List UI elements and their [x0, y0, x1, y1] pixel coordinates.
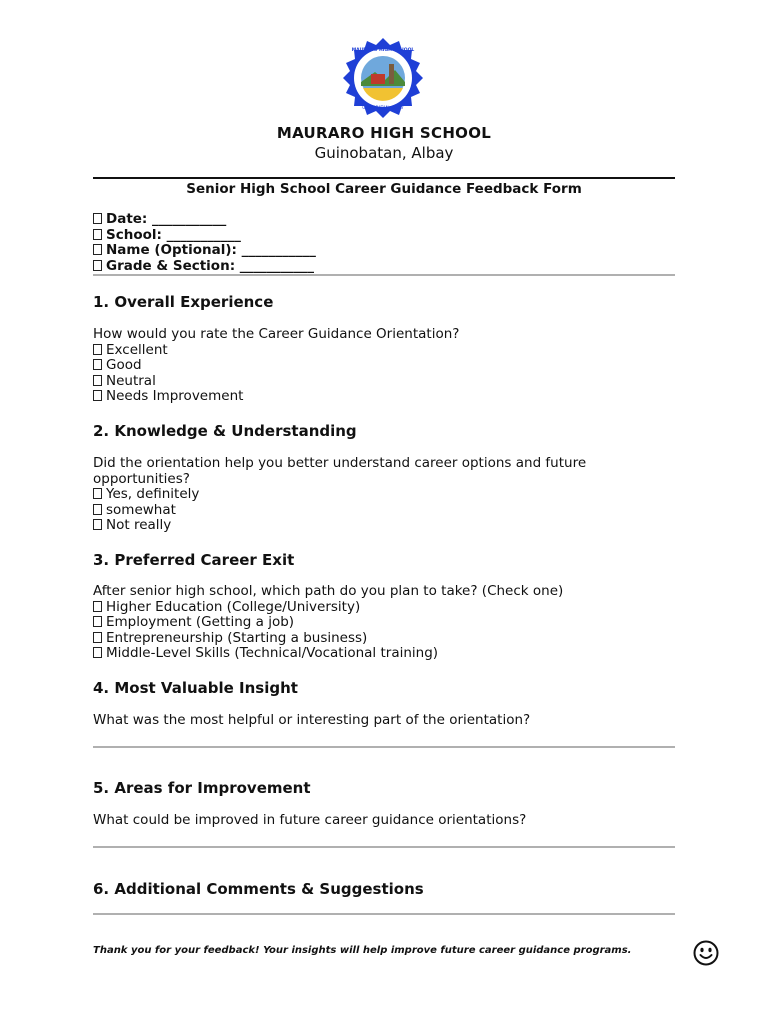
info-fields	[93, 212, 316, 274]
checkbox-icon	[93, 213, 102, 224]
checkbox-icon[interactable]	[93, 488, 102, 499]
checkbox-icon[interactable]	[93, 632, 102, 643]
checkbox-icon[interactable]	[93, 359, 102, 370]
option-higher-education[interactable]: Higher Education (College/University)	[93, 600, 653, 616]
answer-line-5[interactable]	[93, 846, 675, 848]
option-employment[interactable]: Employment (Getting a job)	[93, 615, 653, 631]
info-field-school[interactable]: School: ___________	[93, 228, 316, 244]
section-4-body	[93, 713, 653, 729]
section-question: What was the most helpful or interesting part of the orientation?	[93, 712, 531, 728]
info-field-grade-section[interactable]: Grade & Section: ___________	[93, 259, 316, 275]
section-heading-4: 4. Most Valuable Insight	[93, 679, 298, 697]
logo-text-top: MAURARO HIGH SCHOOL	[351, 48, 415, 53]
checkbox-icon[interactable]	[93, 390, 102, 401]
form-title: Senior High School Career Guidance Feedback Form	[186, 181, 582, 197]
option-somewhat[interactable]: somewhat	[93, 503, 653, 519]
section-5-body	[93, 813, 653, 829]
section-3-body	[93, 584, 653, 662]
school-location: Guinobatan, Albay	[314, 144, 454, 162]
thank-you-note: Thank you for your feedback! Your insights will help improve future career guidance programs.	[93, 945, 632, 956]
section-heading-1: 1. Overall Experience	[93, 293, 274, 311]
option-excellent[interactable]: Excellent	[93, 343, 653, 359]
smiley-icon	[692, 939, 720, 967]
option-good[interactable]: Good	[93, 358, 653, 374]
checkbox-icon[interactable]	[93, 504, 102, 515]
option-needs-improvement[interactable]: Needs Improvement	[93, 389, 653, 405]
checkbox-icon	[93, 260, 102, 271]
section-question: Did the orientation help you better understand career options and future opportunities?	[93, 455, 587, 487]
answer-line-4[interactable]	[93, 746, 675, 748]
section-question: What could be improved in future career guidance orientations?	[93, 812, 527, 828]
school-logo	[340, 38, 426, 118]
section-question: After senior high school, which path do you plan to take? (Check one)	[93, 583, 564, 599]
section-heading-5: 5. Areas for Improvement	[93, 779, 311, 797]
checkbox-icon[interactable]	[93, 375, 102, 386]
section-1-body	[93, 327, 653, 405]
option-entrepreneurship[interactable]: Entrepreneurship (Starting a business)	[93, 631, 653, 647]
section-2-body	[93, 456, 653, 534]
info-field-name[interactable]: Name (Optional): ___________	[93, 243, 316, 259]
option-yes-definitely[interactable]: Yes, definitely	[93, 487, 653, 503]
header-divider	[93, 177, 675, 179]
checkbox-icon[interactable]	[93, 344, 102, 355]
school-name: MAURARO HIGH SCHOOL	[276, 124, 492, 142]
checkbox-icon[interactable]	[93, 616, 102, 627]
section-heading-2: 2. Knowledge & Understanding	[93, 422, 357, 440]
section-heading-3: 3. Preferred Career Exit	[93, 551, 295, 569]
logo-text-bottom: GUINOBATAN, ALBAY	[362, 105, 404, 110]
checkbox-icon[interactable]	[93, 601, 102, 612]
divider	[93, 274, 675, 276]
info-field-date[interactable]: Date: ___________	[93, 212, 316, 228]
option-neutral[interactable]: Neutral	[93, 374, 653, 390]
option-middle-level-skills[interactable]: Middle-Level Skills (Technical/Vocational training)	[93, 646, 653, 662]
checkbox-icon	[93, 229, 102, 240]
option-not-really[interactable]: Not really	[93, 518, 653, 534]
answer-line-6[interactable]	[93, 913, 675, 915]
checkbox-icon	[93, 244, 102, 255]
section-question: How would you rate the Career Guidance Orientation?	[93, 326, 460, 342]
checkbox-icon[interactable]	[93, 647, 102, 658]
section-heading-6: 6. Additional Comments & Suggestions	[93, 880, 424, 898]
checkbox-icon[interactable]	[93, 519, 102, 530]
